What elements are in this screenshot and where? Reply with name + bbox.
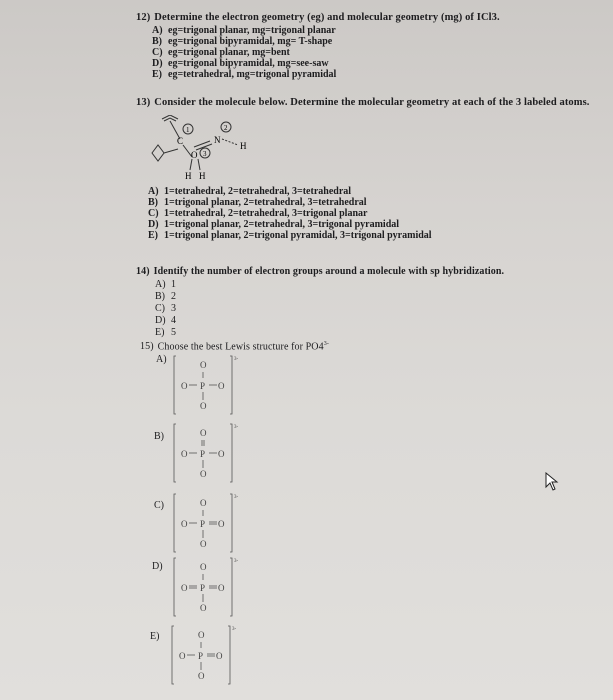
svg-text:O: O [200, 562, 207, 572]
atom-h2-label: H [185, 171, 192, 181]
question-15-text: Choose the best Lewis structure for PO4 [157, 341, 324, 353]
atom-h1-label: H [240, 141, 247, 151]
question-13 [136, 97, 590, 108]
question-13-text: Consider the molecule below. Determine the molecular geometry at each of the 3 labeled atoms. [154, 97, 590, 108]
q13-option-d: D) 1=trigonal planar, 2=tetrahedral, 3=trigonal pyramidal [148, 219, 400, 230]
q15-option-e-letter: E) [150, 631, 160, 642]
svg-text:O: O [179, 651, 186, 661]
molecule-diagram [150, 115, 290, 190]
svg-text:P: P [200, 381, 206, 391]
q15-option-b-letter: B) [154, 431, 164, 442]
q14-option-d: D) 4 [155, 315, 176, 326]
atom-o-label: O [191, 150, 198, 160]
q15-option-d-letter: D) [152, 561, 163, 572]
q13-option-c: C) 1=tetrahedral, 2=tetrahedral, 3=trigonal planar [148, 208, 368, 219]
svg-text:O: O [218, 583, 225, 593]
question-14-text: Identify the number of electron groups around a molecule with sp hybridization. [153, 266, 505, 277]
question-14 [136, 266, 504, 277]
atom-label-1: 1 [186, 126, 190, 134]
atom-c-label: C [177, 136, 184, 146]
q12-option-a: A) eg=trigonal planar, mg=trigonal planar [152, 25, 336, 36]
q15-option-e-structure [170, 620, 240, 695]
svg-text:O: O [181, 449, 188, 459]
question-15-charge: 3- [323, 341, 329, 347]
question-12-number: 12) [136, 12, 151, 23]
svg-text:O: O [218, 449, 225, 459]
question-13-number: 13) [136, 97, 151, 108]
question-12 [136, 12, 500, 23]
svg-text:P: P [198, 651, 204, 661]
svg-text:O: O [198, 671, 205, 681]
q15-option-b-structure [172, 418, 242, 493]
atom-n-label: N [214, 135, 221, 145]
q14-option-b: B) 2 [155, 291, 176, 302]
svg-text:O: O [200, 539, 207, 549]
svg-text:3-: 3- [232, 627, 237, 632]
q12-option-c: C) eg=trigonal planar, mg=bent [152, 47, 290, 58]
svg-text:3-: 3- [234, 425, 239, 430]
svg-text:3-: 3- [234, 357, 239, 362]
svg-text:O: O [181, 381, 188, 391]
q15-option-a-structure [172, 350, 242, 425]
q12-option-d: D) eg=trigonal bipyramidal, mg=see-saw [152, 58, 329, 69]
question-15-number: 15) [140, 341, 154, 353]
svg-text:O: O [200, 401, 207, 411]
mouse-pointer-icon [545, 472, 561, 497]
svg-text:O: O [181, 583, 188, 593]
q13-option-e: E) 1=trigonal planar, 2=trigonal pyramidal, 3=trigonal pyramidal [148, 230, 432, 241]
q14-option-e: E) 5 [155, 327, 176, 338]
q14-option-a: A) 1 [155, 279, 176, 290]
atom-label-2: 2 [224, 124, 228, 132]
svg-text:O: O [200, 469, 207, 479]
svg-text:O: O [181, 519, 188, 529]
svg-text:O: O [200, 360, 207, 370]
svg-text:P: P [200, 583, 206, 593]
svg-text:O: O [200, 498, 207, 508]
svg-text:O: O [216, 651, 223, 661]
q13-option-a: A) 1=tetrahedral, 2=tetrahedral, 3=tetrahedral [148, 186, 352, 197]
svg-text:O: O [200, 428, 207, 438]
svg-text:3-: 3- [234, 495, 239, 500]
svg-text:P: P [200, 449, 206, 459]
question-14-number: 14) [136, 266, 150, 277]
q12-option-e: E) eg=tetrahedral, mg=trigonal pyramidal [152, 69, 337, 80]
svg-text:P: P [200, 519, 206, 529]
svg-text:O: O [218, 381, 225, 391]
svg-text:3-: 3- [234, 559, 239, 564]
question-12-text: Determine the electron geometry (eg) and molecular geometry (mg) of ICl3. [154, 12, 500, 23]
q13-option-b: B) 1=trigonal planar, 2=tetrahedral, 3=tetrahedral [148, 197, 367, 208]
svg-text:O: O [218, 519, 225, 529]
q15-option-a-letter: A) [156, 354, 167, 365]
q15-option-d-structure [172, 552, 242, 627]
atom-h3-label: H [199, 171, 206, 181]
svg-text:O: O [200, 603, 207, 613]
atom-label-3: 3 [203, 150, 207, 158]
q15-option-c-letter: C) [154, 500, 164, 511]
svg-text:O: O [198, 630, 205, 640]
q14-option-c: C) 3 [155, 303, 176, 314]
q12-option-b: B) eg=trigonal bipyramidal, mg= T-shape [152, 36, 333, 47]
